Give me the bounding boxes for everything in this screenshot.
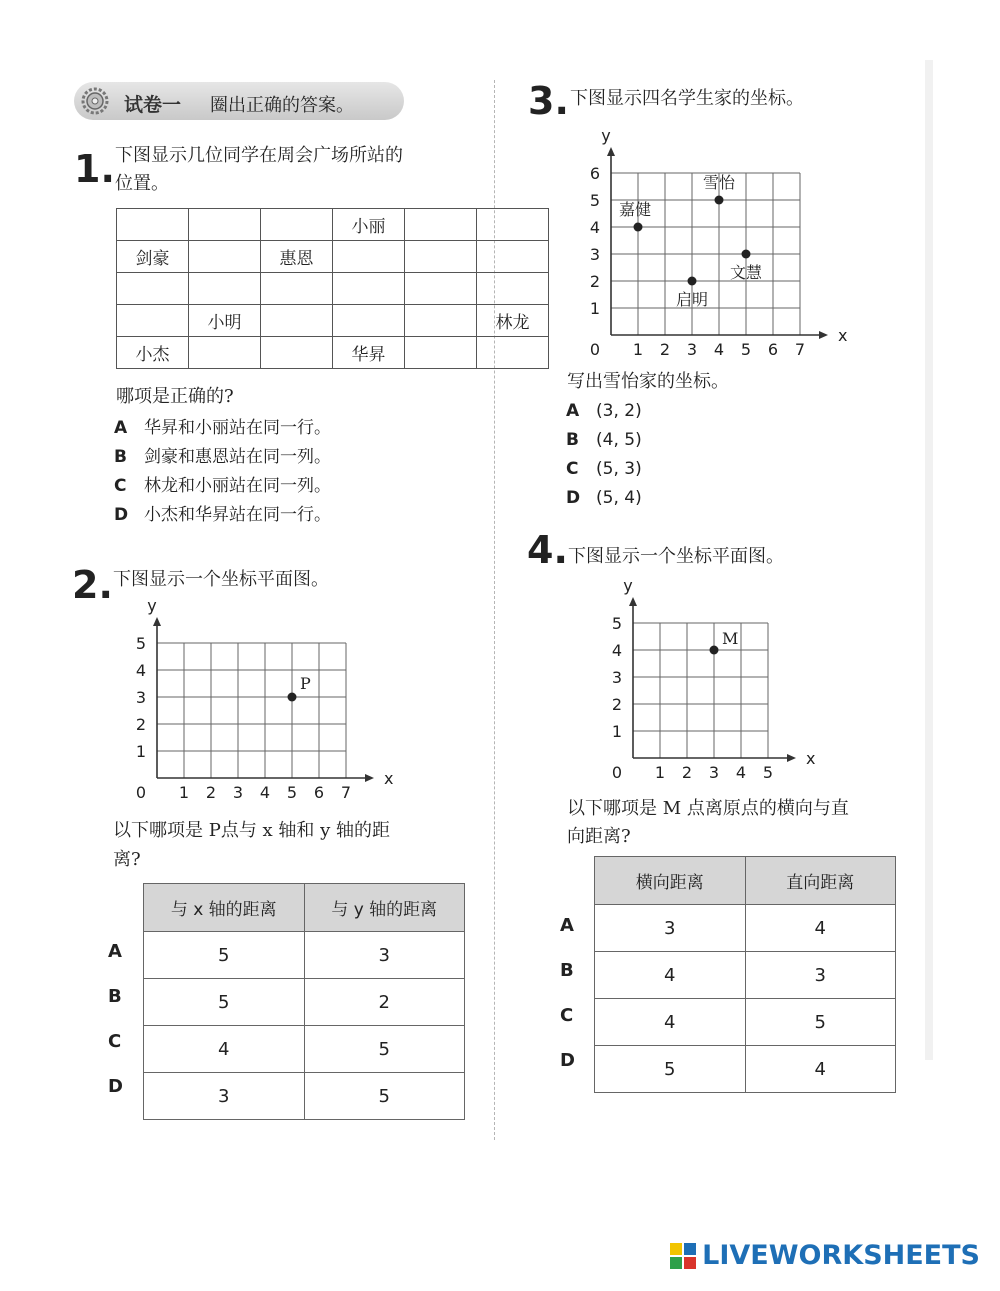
table-header-row	[144, 884, 465, 932]
question-3-prompt: 下图显示四名学生家的坐标。	[570, 88, 804, 109]
option-a[interactable]	[566, 397, 642, 426]
coordinate-plane-q4	[595, 572, 835, 787]
grid-cell: 华昇	[333, 337, 405, 369]
table-row[interactable]	[144, 979, 465, 1026]
column-header: 与 x 轴的距离	[144, 884, 305, 932]
option-text: 华昇和小丽站在同一行。	[144, 418, 331, 438]
column-header: 直向距离	[745, 857, 896, 905]
question-4-number: 4.	[527, 528, 568, 572]
table-cell: 5	[745, 999, 896, 1046]
y-tick-label: 1	[589, 299, 601, 318]
y-tick-label: 3	[611, 668, 623, 687]
data-point	[715, 196, 724, 205]
grid-cell	[117, 305, 189, 337]
grid-cell: 林龙	[477, 305, 549, 337]
data-point	[688, 277, 697, 286]
row-letter: B	[108, 986, 122, 1007]
y-axis-label: y	[623, 576, 633, 595]
table-row[interactable]	[595, 999, 896, 1046]
grid-cell	[117, 209, 189, 241]
y-tick-label: 5	[611, 614, 623, 633]
table-row[interactable]	[144, 932, 465, 979]
y-tick-label: 2	[135, 715, 147, 734]
question-1-prompt-line1: 下图显示几位同学在周会广场所站的	[115, 145, 403, 166]
option-text: 小杰和华昇站在同一行。	[144, 505, 331, 525]
y-tick-label: 5	[135, 634, 147, 653]
option-letter: D	[114, 505, 129, 525]
point-label: 雪怡	[702, 173, 736, 192]
x-tick-label: 7	[794, 340, 806, 359]
grid-row	[117, 305, 549, 337]
table-cell: 3	[595, 905, 746, 952]
x-axis-label: x	[384, 769, 394, 788]
table-cell: 5	[144, 979, 305, 1026]
y-tick-label: 1	[611, 722, 623, 741]
position-grid	[116, 208, 549, 369]
x-axis-arrow	[819, 331, 828, 339]
x-tick-label: 0	[589, 340, 601, 359]
y-tick-label: 3	[589, 245, 601, 264]
grid-cell	[117, 273, 189, 305]
table-row[interactable]	[595, 1046, 896, 1093]
y-tick-label: 3	[135, 688, 147, 707]
grid-cell	[261, 337, 333, 369]
x-tick-label: 4	[713, 340, 725, 359]
y-tick-label: 2	[611, 695, 623, 714]
option-d[interactable]	[114, 501, 331, 530]
table-row[interactable]	[144, 1073, 465, 1120]
table-cell: 3	[745, 952, 896, 999]
grid-cell	[333, 305, 405, 337]
column-header: 与 y 轴的距离	[304, 884, 465, 932]
answer-table-q4	[594, 856, 896, 1093]
page-edge-shadow	[925, 60, 933, 1060]
table-row[interactable]	[595, 905, 896, 952]
y-axis-arrow	[153, 617, 161, 626]
table-row[interactable]	[595, 952, 896, 999]
x-tick-label: 1	[178, 783, 190, 802]
grid-cell	[261, 209, 333, 241]
y-tick-label: 2	[589, 272, 601, 291]
table-cell: 5	[304, 1073, 465, 1120]
x-tick-label: 1	[632, 340, 644, 359]
x-tick-label: 0	[611, 763, 623, 782]
question-2-number: 2.	[72, 563, 113, 607]
option-letter: B	[566, 430, 579, 450]
table-cell: 3	[144, 1073, 305, 1120]
point-label: 启明	[675, 290, 709, 309]
x-tick-label: 3	[686, 340, 698, 359]
option-text: (5, 3)	[596, 459, 642, 479]
grid-cell: 小明	[189, 305, 261, 337]
table-cell: 2	[304, 979, 465, 1026]
option-text: 林龙和小丽站在同一列。	[144, 476, 331, 496]
x-tick-label: 5	[740, 340, 752, 359]
option-a[interactable]	[114, 414, 331, 443]
option-text: 剑豪和惠恩站在同一列。	[144, 447, 331, 467]
question-3-ask: 写出雪怡家的坐标。	[567, 371, 729, 392]
grid-row	[117, 209, 549, 241]
liveworksheets-logo[interactable]	[670, 1240, 980, 1271]
point-label: M	[722, 629, 739, 648]
table-cell: 4	[595, 952, 746, 999]
x-tick-label: 5	[286, 783, 298, 802]
option-letter: B	[114, 447, 127, 467]
table-cell: 5	[144, 932, 305, 979]
grid-cell	[261, 305, 333, 337]
table-cell: 4	[144, 1026, 305, 1073]
grid-cell	[261, 273, 333, 305]
x-axis-label: x	[806, 749, 816, 768]
y-axis-label: y	[601, 126, 611, 145]
grid-cell	[405, 337, 477, 369]
grid-row	[117, 241, 549, 273]
x-tick-label: 4	[735, 763, 747, 782]
option-text: (4, 5)	[596, 430, 642, 450]
y-tick-label: 4	[589, 218, 601, 237]
data-point	[710, 646, 719, 655]
coordinate-plane-q3	[585, 115, 855, 365]
answer-table-q2	[143, 883, 465, 1120]
y-tick-label: 5	[589, 191, 601, 210]
x-axis-arrow	[365, 774, 374, 782]
grid-cell	[405, 305, 477, 337]
x-tick-label: 1	[654, 763, 666, 782]
row-letter: D	[108, 1076, 123, 1097]
table-cell: 4	[595, 999, 746, 1046]
x-tick-label: 2	[659, 340, 671, 359]
data-point	[634, 223, 643, 232]
y-tick-label: 4	[135, 661, 147, 680]
grid-cell	[477, 337, 549, 369]
question-2-prompt: 下图显示一个坐标平面图。	[113, 569, 329, 590]
option-letter: A	[114, 418, 128, 438]
question-4-ask-line1: 以下哪项是 M 点离原点的横向与直	[567, 798, 849, 819]
paper-title: 试卷一	[124, 94, 182, 116]
table-cell: 4	[745, 1046, 896, 1093]
grid-cell	[333, 241, 405, 273]
question-1-options	[114, 414, 331, 530]
y-axis-label: y	[147, 596, 157, 615]
x-tick-label: 2	[681, 763, 693, 782]
option-text: (3, 2)	[596, 401, 642, 421]
y-axis-arrow	[629, 597, 637, 606]
x-tick-label: 2	[205, 783, 217, 802]
table-cell: 4	[745, 905, 896, 952]
grid-cell: 剑豪	[117, 241, 189, 273]
row-letter: D	[560, 1050, 575, 1071]
option-b[interactable]	[114, 443, 331, 472]
x-tick-label: 3	[232, 783, 244, 802]
option-d[interactable]	[566, 484, 642, 513]
x-axis-label: x	[838, 326, 848, 345]
x-tick-label: 7	[340, 783, 352, 802]
table-cell: 5	[304, 1026, 465, 1073]
table-cell: 5	[595, 1046, 746, 1093]
grid-cell	[189, 241, 261, 273]
question-2-ask-line1: 以下哪项是 P点与 x 轴和 y 轴的距	[113, 820, 391, 841]
liveworksheets-logo-icon	[670, 1243, 696, 1269]
gear-icon	[80, 86, 110, 116]
point-label: P	[300, 674, 311, 693]
row-letter: C	[108, 1031, 122, 1052]
option-c[interactable]	[566, 455, 642, 484]
grid-cell	[333, 273, 405, 305]
data-point	[288, 693, 297, 702]
grid-cell	[405, 273, 477, 305]
option-letter: D	[566, 488, 581, 508]
question-4-ask-line2: 向距离?	[567, 826, 631, 847]
question-1-number: 1.	[74, 147, 115, 191]
grid-cell	[477, 209, 549, 241]
coordinate-plane-q2	[120, 595, 400, 810]
x-tick-label: 0	[135, 783, 147, 802]
x-tick-label: 5	[762, 763, 774, 782]
x-tick-label: 4	[259, 783, 271, 802]
row-letter: C	[560, 1005, 574, 1026]
table-row[interactable]	[144, 1026, 465, 1073]
question-4-prompt: 下图显示一个坐标平面图。	[568, 546, 784, 567]
grid-cell: 小杰	[117, 337, 189, 369]
option-letter: A	[566, 401, 580, 421]
brand-name: LIVEWORKSHEETS	[702, 1240, 980, 1271]
y-axis-arrow	[607, 147, 615, 156]
x-tick-label: 6	[313, 783, 325, 802]
instruction-text: 圈出正确的答案。	[210, 95, 354, 116]
option-letter: C	[566, 459, 579, 479]
grid-cell	[189, 273, 261, 305]
question-3-number: 3.	[528, 79, 569, 123]
x-tick-label: 3	[708, 763, 720, 782]
table-header-row	[595, 857, 896, 905]
grid-cell: 小丽	[333, 209, 405, 241]
data-point	[742, 250, 751, 259]
grid-cell: 惠恩	[261, 241, 333, 273]
y-tick-label: 1	[135, 742, 147, 761]
y-tick-label: 4	[611, 641, 623, 660]
y-tick-label: 6	[589, 164, 601, 183]
grid-row	[117, 337, 549, 369]
question-1-ask: 哪项是正确的?	[116, 386, 234, 407]
option-text: (5, 4)	[596, 488, 642, 508]
table-cell: 3	[304, 932, 465, 979]
point-label: 文慧	[729, 263, 763, 282]
option-b[interactable]	[566, 426, 642, 455]
row-letter: A	[108, 941, 122, 962]
option-c[interactable]	[114, 472, 331, 501]
grid-cell	[189, 337, 261, 369]
option-letter: C	[114, 476, 127, 496]
x-tick-label: 6	[767, 340, 779, 359]
row-letter: A	[560, 915, 574, 936]
grid-cell	[405, 241, 477, 273]
point-label: 嘉健	[618, 200, 652, 219]
question-2-ask-line2: 离?	[113, 849, 141, 870]
grid-cell	[189, 209, 261, 241]
question-1-prompt-line2: 位置。	[115, 173, 169, 194]
grid-row	[117, 273, 549, 305]
column-header: 横向距离	[595, 857, 746, 905]
grid-cell	[405, 209, 477, 241]
grid-cell	[477, 241, 549, 273]
question-3-options	[566, 397, 642, 513]
row-letter: B	[560, 960, 574, 981]
grid-cell	[477, 273, 549, 305]
x-axis-arrow	[787, 754, 796, 762]
